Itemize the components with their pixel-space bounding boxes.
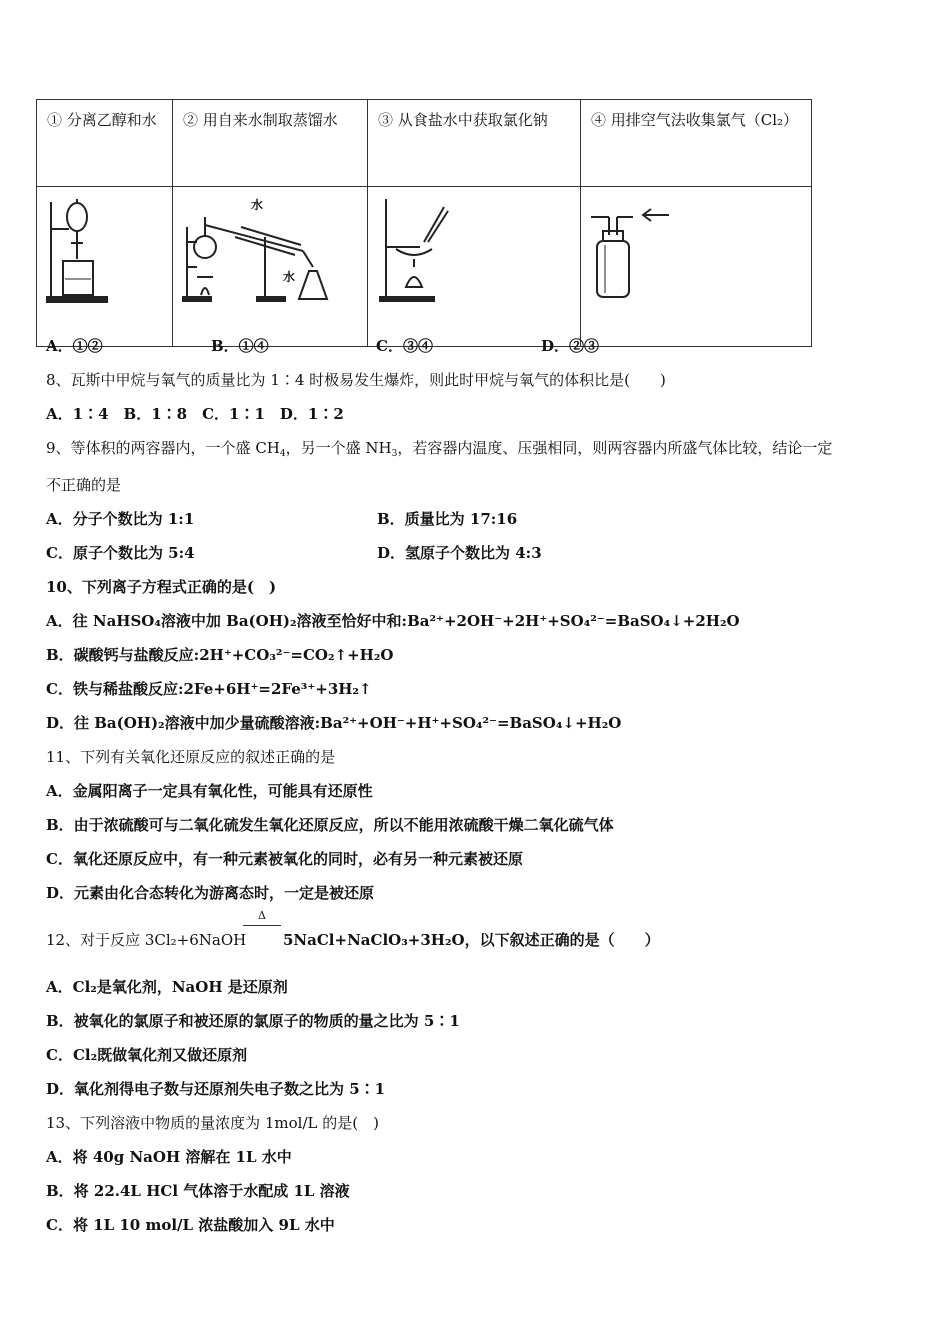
heat-condition-sign: Δ (243, 909, 281, 926)
q11-option-d: D．元素由化合态转化为游离态时，一定是被还原 (46, 884, 375, 902)
q12-stem-a: 12、对于反应 3Cl₂+6NaOH (46, 931, 247, 949)
q9-stem-cont: 不正确的是 (46, 476, 122, 494)
q13-option-a: A．将 40g NaOH 溶解在 1L 水中 (46, 1148, 292, 1166)
q7-option-a: A．①② (46, 337, 103, 355)
q13-option-c: C．将 1L 10 mol/L 浓盐酸加入 9L 水中 (46, 1216, 335, 1234)
q10-option-b: B．碳酸钙与盐酸反应:2H⁺+CO₃²⁻=CO₂↑+H₂O (46, 646, 394, 664)
q12-option-c: C．Cl₂既做氧化剂又做还原剂 (46, 1046, 248, 1064)
q9-option-d: D．氢原子个数比为 4:3 (377, 544, 542, 562)
q12-option-d: D．氧化剂得电子数与还原剂失电子数之比为 5∶1 (46, 1080, 386, 1098)
q13-option-b: B．将 22.4L HCl 气体溶于水配成 1L 溶液 (46, 1182, 350, 1200)
table-header-4: ④ 用排空气法收集氯气（Cl₂） (581, 100, 812, 187)
q8-options: A．1∶4 B．1∶8 C．1∶1 D．1∶2 (46, 405, 344, 423)
q11-stem: 11、下列有关氧化还原反应的叙述正确的是 (46, 748, 336, 766)
q12-option-b: B．被氧化的氯原子和被还原的氯原子的物质的量之比为 5∶1 (46, 1012, 460, 1030)
q7-option-c: C．③④ (376, 337, 433, 355)
table-header-1: ① 分离乙醇和水 (37, 100, 173, 187)
q12-option-a: A．Cl₂是氧化剂，NaOH 是还原剂 (46, 978, 288, 996)
distillation-apparatus-icon (173, 187, 368, 347)
q11-option-c: C．氧化还原反应中，有一种元素被氧化的同时，必有另一种元素被还原 (46, 850, 523, 868)
q9-option-a: A．分子个数比为 1:1 (46, 510, 195, 528)
distill-water-label-top: 水 (251, 198, 264, 212)
separatory-funnel-icon (37, 187, 173, 347)
q7-option-b: B．①④ (211, 337, 269, 355)
q10-option-d: D．往 Ba(OH)₂溶液中加少量硫酸溶液:Ba²⁺+OH⁻+H⁺+SO₄²⁻=BaSO₄↓+H₂O (46, 714, 622, 732)
q9-option-c: C．原子个数比为 5:4 (46, 544, 195, 562)
q12-stem-b: 5NaCl+NaClO₃+3H₂O，以下叙述正确的是（ ） (283, 931, 660, 949)
distill-water-label-bottom: 水 (283, 270, 296, 284)
table-header-3: ③ 从食盐水中获取氯化钠 (368, 100, 581, 187)
evaporating-dish-icon (368, 187, 581, 347)
q10-option-a: A．往 NaHSO₄溶液中加 Ba(OH)₂溶液至恰好中和:Ba²⁺+2OH⁻+2H⁺+SO₄²⁻=BaSO₄↓+2H₂O (46, 612, 740, 630)
q10-stem: 10、下列离子方程式正确的是( ) (46, 578, 277, 596)
q9-option-b: B．质量比为 17:16 (377, 510, 518, 528)
q8-stem: 8、瓦斯中甲烷与氧气的质量比为 1∶4 时极易发生爆炸，则此时甲烷与氧气的体积比是( ) (46, 371, 666, 389)
q11-option-b: B．由于浓硫酸可与二氧化硫发生氧化还原反应，所以不能用浓硫酸干燥二氧化硫气体 (46, 816, 614, 834)
table-header-2: ② 用自来水制取蒸馏水 (173, 100, 368, 187)
q9-stem: 9、等体积的两容器内，一个盛 $CH_4$，另一个盛 $NH_3$，若容器内温度、压强相同，则两容器内所盛气体比较，结论一定 (46, 439, 833, 459)
q7-option-d: D．②③ (541, 337, 600, 355)
q13-stem: 13、下列溶液中物质的量浓度为 1mol/L 的是( ) (46, 1114, 379, 1132)
gas-collection-bottle-icon (581, 187, 812, 347)
q10-option-c: C．铁与稀盐酸反应:2Fe+6H⁺=2Fe³⁺+3H₂↑ (46, 680, 372, 698)
apparatus-table (36, 99, 812, 347)
q11-option-a: A．金属阳离子一定具有氧化性，可能具有还原性 (46, 782, 373, 800)
